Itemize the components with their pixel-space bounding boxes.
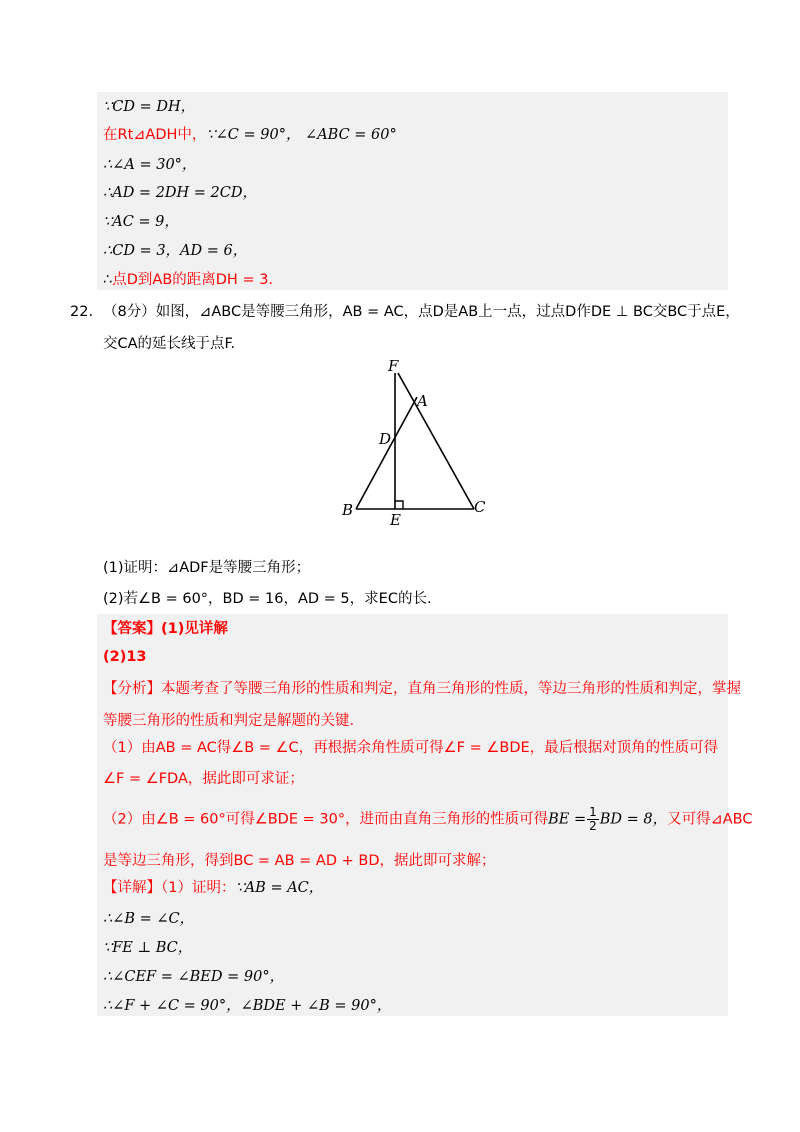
question-text: 交CA的延长线于点F. — [103, 336, 236, 352]
detail-line: ∴∠F + ∠C = 90°，∠BDE + ∠B = 90°， — [103, 998, 392, 1014]
segment-fc — [398, 373, 474, 509]
answer-part-1: 【答案】(1)见详解 — [103, 621, 228, 637]
label-a: A — [417, 392, 428, 410]
right-angle-mark — [395, 501, 403, 509]
detail-line: ∵FE ⊥ BC， — [103, 940, 193, 956]
answer-part-2: (2)13 — [103, 649, 147, 665]
analysis-step-1: ∠F = ∠FDA，据此即可求证； — [103, 771, 304, 787]
solution-line: ∵CD = DH， — [103, 99, 196, 115]
analysis-line: 等腰三角形的性质和判定是解题的关键. — [103, 713, 355, 729]
detail-line: 【详解】（1）证明：∵AB = AC， — [103, 880, 324, 896]
question-number: 22. — [70, 304, 94, 320]
label-e: E — [390, 511, 401, 529]
label-d: D — [379, 430, 392, 448]
solution-line: 在Rt⊿ADH中，∵∠C = 90°， ∠ABC = 60° — [103, 127, 397, 143]
solution-line: ∴∠A = 30°， — [103, 157, 197, 173]
analysis-step-1: （1）由AB = AC得∠B = ∠C，再根据余角性质可得∠F = ∠BDE，最后根据对顶角的性质可得 — [103, 740, 719, 756]
solution-line: ∵AC = 9， — [103, 214, 179, 230]
question-text: （8分）如图，⊿ABC是等腰三角形，AB = AC，点D是AB上一点，过点D作DE ⊥ BC交BC于点E， — [103, 304, 740, 320]
detail-line: ∴∠CEF = ∠BED = 90°， — [103, 969, 285, 985]
solution-line: ∴点D到AB的距离DH = 3. — [103, 272, 274, 288]
segment-ba — [356, 397, 417, 509]
label-c: C — [474, 498, 486, 516]
label-f: F — [388, 357, 399, 375]
solution-line: ∴CD = 3，AD = 6， — [103, 243, 248, 259]
fraction-one-half: $\frac{1}{2}$ — [589, 805, 597, 833]
triangle-figure — [330, 355, 500, 530]
analysis-step-2: 是等边三角形，得到BC = AB = AD + BD，据此即可求解； — [103, 853, 496, 869]
analysis-step-2: （2）由∠B = 60°可得∠BDE = 30°，进而由直角三角形的性质可得BE = $\frac{1}{2}$ BD = 8，又可得⊿ABC — [103, 805, 753, 833]
question-part-2: (2)若∠B = 60°，BD = 16，AD = 5，求EC的长. — [103, 591, 432, 607]
detail-line: ∴∠B = ∠C， — [103, 911, 195, 927]
label-b: B — [342, 501, 354, 519]
analysis-line: 【分析】本题考查了等腰三角形的性质和判定，直角三角形的性质，等边三角形的性质和判定，掌握 — [103, 681, 741, 697]
solution-line: ∴AD = 2DH = 2CD， — [103, 185, 257, 201]
question-part-1: (1)证明：⊿ADF是等腰三角形； — [103, 560, 311, 576]
